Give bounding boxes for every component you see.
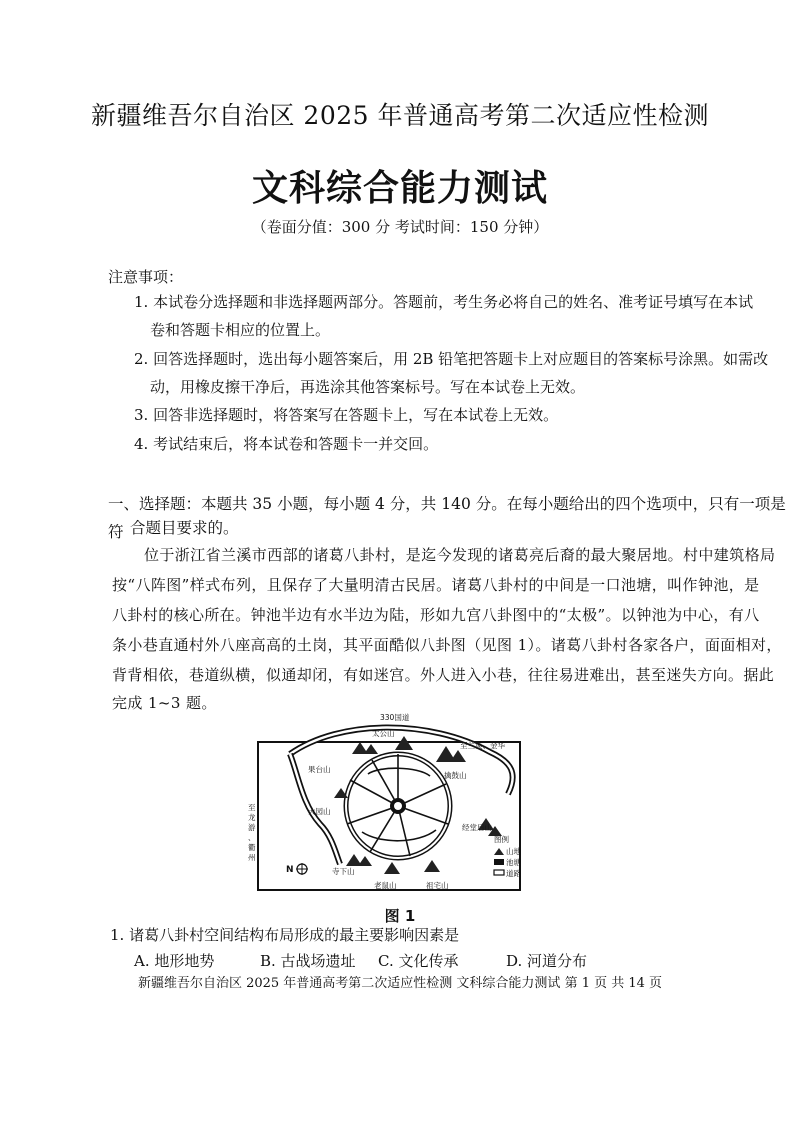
label-jingtang: 经堂后山 xyxy=(462,823,492,832)
section-heading-line2: 合题目要求的。 xyxy=(130,519,239,537)
svg-text:州: 州 xyxy=(248,853,256,862)
label-north: N xyxy=(286,865,294,875)
question-1-option-b: B. 古战场遗址 xyxy=(260,952,356,970)
svg-text:衢: 衢 xyxy=(248,843,256,852)
svg-text:、: 、 xyxy=(248,833,256,842)
passage-line-5: 背背相依，巷道纵横，似通却闭，有如迷宫。外人进入小巷，往往易进难出，甚至迷失方向。据此 xyxy=(112,666,775,684)
exam-info: （卷面分值：300 分 考试时间：150 分钟） xyxy=(251,218,549,236)
label-dayuan: 大园山 xyxy=(308,807,331,816)
label-to-longyou xyxy=(248,803,256,862)
notice-item-2-line2: 动，用橡皮擦干净后，再选涂其他答案标号。写在本试卷上无效。 xyxy=(150,378,586,396)
notice-item-3: 3. 回答非选择题时，将答案写在答题卡上，写在本试卷上无效。 xyxy=(134,406,559,424)
figure-caption: 图 1 xyxy=(384,907,416,925)
label-guotai: 果台山 xyxy=(308,765,331,774)
question-1-stem: 1. 诸葛八卦村空间结构布局形成的最主要影响因素是 xyxy=(110,926,460,944)
subject-title: 文科综合能力测试 xyxy=(251,168,548,209)
question-1-option-c: C. 文化传承 xyxy=(378,952,459,970)
svg-text:游: 游 xyxy=(248,823,256,832)
label-siwang: 寺下山 xyxy=(332,867,355,876)
passage-line-2: 按“八阵图”样式布列，且保存了大量明清古民居。诸葛八卦村的中间是一口池塘，叫作钟池，是 xyxy=(112,576,760,594)
question-1-option-a: A. 地形地势 xyxy=(134,952,215,970)
notice-item-1-line1: 1. 本试卷分选择题和非选择题两部分。答题前，考生务必将自己的姓名、准考证号填写在本试 xyxy=(134,293,754,311)
label-road-330: 330国道 xyxy=(380,713,410,722)
page-footer: 新疆维吾尔自治区 2025 年普通高考第二次适应性检测 文科综合能力测试 第 1 页 共 14 页 xyxy=(137,976,663,991)
passage-line-6: 完成 1~3 题。 xyxy=(112,694,217,712)
notice-item-4: 4. 考试结束后，将本试卷和答题卡一并交回。 xyxy=(134,435,439,453)
village-map-figure xyxy=(250,714,550,899)
label-to-lanxi: 至兰溪、金华 xyxy=(460,741,505,750)
legend-pond: 池塘 xyxy=(506,858,521,867)
legend-mountain: 山地 xyxy=(506,847,521,856)
passage-line-1: 位于浙江省兰溪市西部的诸葛八卦村，是迄今发现的诸葛亮后裔的最大聚居地。村中建筑格局 xyxy=(144,546,776,564)
north-arrow-icon xyxy=(296,863,308,875)
label-qinggu: 擒鼓山 xyxy=(444,771,467,780)
passage-line-4: 条小巷直通村外八座高高的土岗，其平面酷似八卦图（见图 1）。诸葛八卦村各家各户，面面相对， xyxy=(112,636,782,654)
label-taigong: 太公山 xyxy=(372,729,395,738)
notice-heading: 注意事项： xyxy=(108,268,184,286)
notice-item-2-line1: 2. 回答选择题时，选出每小题答案后，用 2B 铅笔把答题卡上对应题目的答案标号涂黑。如需改 xyxy=(134,350,769,368)
notice-item-1-line2: 卷和答题卡相应的位置上。 xyxy=(150,321,331,339)
legend-road: 道路 xyxy=(506,869,521,878)
section-heading-line1: 一、选择题：本题共 35 小题，每小题 4 分，共 140 分。在每小题给出的四个选项中，只有一项是符 xyxy=(108,495,786,541)
label-laoshu: 老鼠山 xyxy=(374,881,397,890)
passage-line-3: 八卦村的核心所在。钟池半边有水半边为陆，形如九宫八卦图中的“太极”。以钟池为中心，有八 xyxy=(112,606,760,624)
legend-symbols xyxy=(494,848,504,875)
question-1-option-d: D. 河道分布 xyxy=(506,952,588,970)
exam-title: 新疆维吾尔自治区 2025 年普通高考第二次适应性检测 xyxy=(90,101,710,130)
legend-title: 图例 xyxy=(494,835,509,844)
svg-text:龙: 龙 xyxy=(248,813,256,822)
svg-text:至: 至 xyxy=(248,803,256,812)
label-zuzhai: 祖宅山 xyxy=(426,881,449,890)
